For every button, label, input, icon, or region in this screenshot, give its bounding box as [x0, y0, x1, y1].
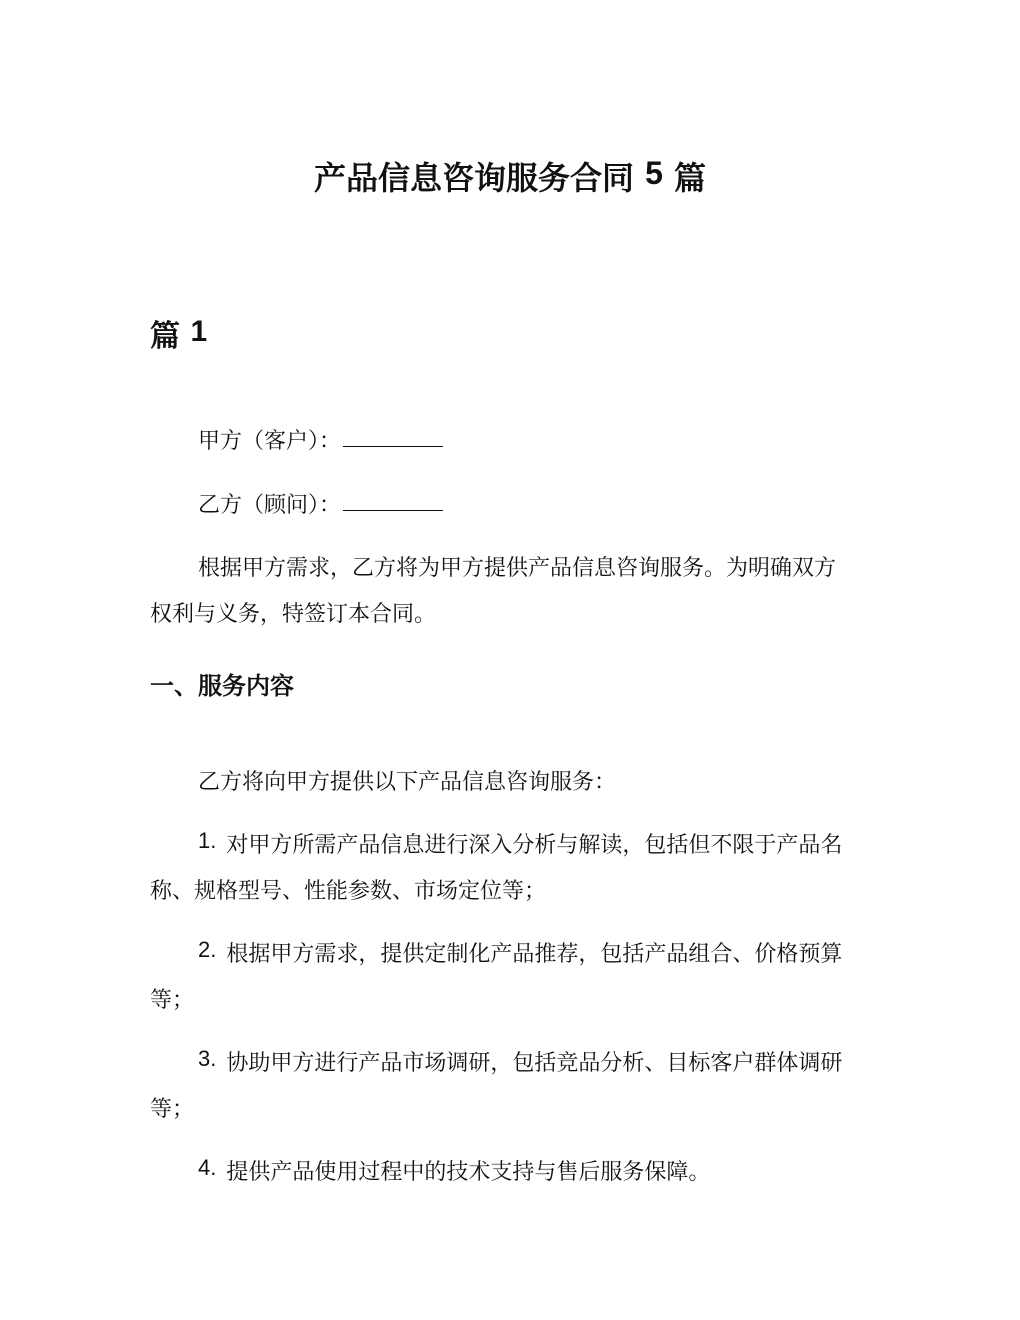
- party-a-line: [198, 419, 858, 465]
- section-label: [150, 314, 207, 360]
- intro-paragraph: 根据甲方需求，乙方将为甲方提供产品信息咨询服务。为明确双方权利与义务，特签订本合同。: [150, 556, 837, 627]
- list-item: [150, 1149, 850, 1196]
- party-b-label: 乙方（顾问）：: [198, 493, 342, 518]
- title-number: 5: [645, 155, 663, 191]
- list-item-number: 2.: [198, 937, 217, 962]
- section-prefix: 篇: [150, 319, 180, 354]
- document-title: [0, 153, 1020, 203]
- list-item-text: 提供产品使用过程中的技术支持与售后服务保障。: [226, 1160, 711, 1185]
- title-suffix: 篇: [674, 159, 707, 197]
- list-item-number: 4.: [198, 1155, 217, 1180]
- party-b-line: [198, 483, 858, 529]
- section-number: 1: [190, 315, 208, 348]
- service-intro-paragraph: 乙方将向甲方提供以下产品信息咨询服务：: [198, 770, 617, 795]
- list-item-number: 3.: [198, 1046, 217, 1071]
- list-item: [150, 931, 850, 1024]
- list-item: [150, 1040, 850, 1133]
- party-b-blank: [343, 509, 443, 511]
- title-main: 产品信息咨询服务合同: [313, 159, 634, 197]
- list-item: [150, 822, 850, 915]
- list-item-text: 根据甲方需求，提供定制化产品推荐，包括产品组合、价格预算等；: [150, 942, 843, 1013]
- party-a-blank: [343, 445, 443, 447]
- list-item-number: 1.: [198, 828, 217, 853]
- list-item-text: 对甲方所需产品信息进行深入分析与解读，包括但不限于产品名称、规格型号、性能参数、市场定位等；: [150, 833, 843, 904]
- party-a-label: 甲方（客户）：: [198, 429, 342, 454]
- list-item-text: 协助甲方进行产品市场调研，包括竞品分析、目标客户群体调研等；: [150, 1051, 843, 1122]
- heading-service-content: 一、服务内容: [150, 672, 294, 700]
